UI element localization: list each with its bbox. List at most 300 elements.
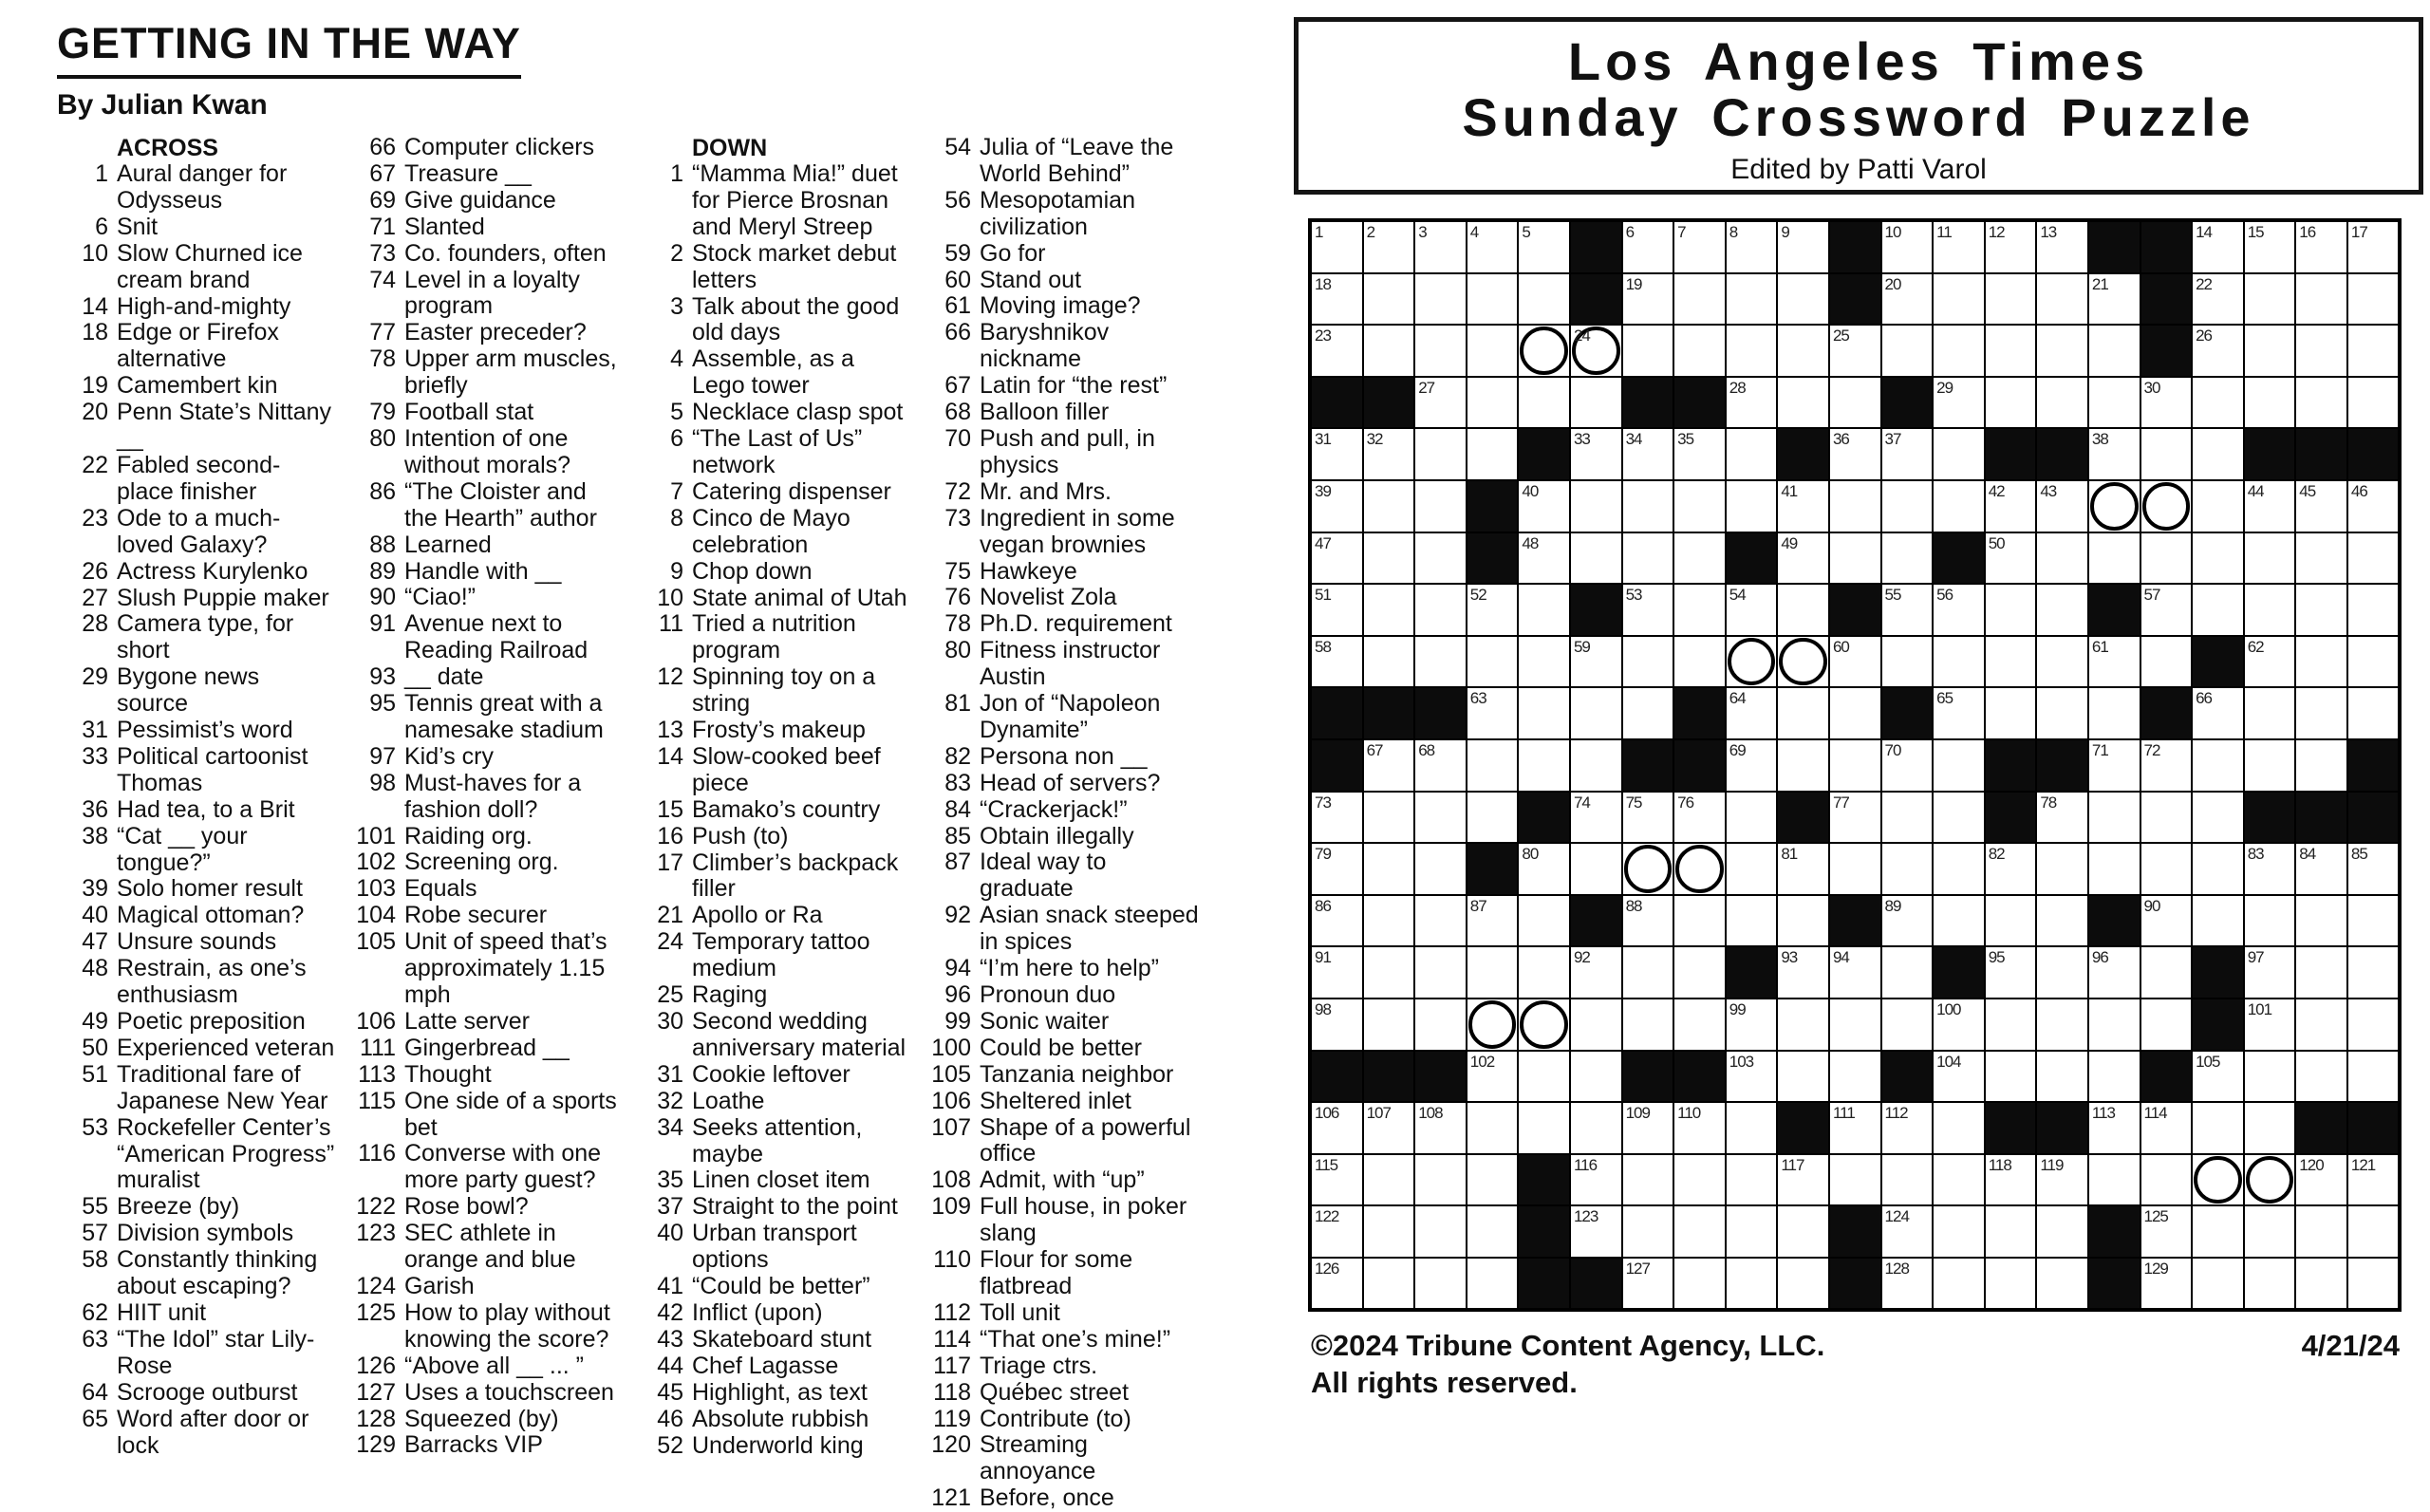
grid-cell[interactable] (1311, 1258, 1363, 1310)
grid-cell[interactable] (2036, 221, 2088, 273)
grid-cell[interactable] (2036, 843, 2088, 895)
grid-cell[interactable] (1363, 895, 1415, 947)
grid-cell[interactable] (1363, 480, 1415, 532)
grid-cell[interactable] (1881, 428, 1934, 480)
grid-cell[interactable] (1622, 687, 1674, 739)
grid-cell[interactable] (1414, 480, 1467, 532)
grid-cell[interactable] (1777, 1258, 1829, 1310)
grid-cell[interactable] (1570, 1102, 1622, 1154)
grid-cell[interactable] (2244, 999, 2296, 1051)
grid-cell[interactable] (1363, 843, 1415, 895)
grid-cell[interactable] (1985, 221, 2037, 273)
grid-cell[interactable] (2295, 1154, 2347, 1206)
grid-cell[interactable] (1829, 687, 1881, 739)
grid-cell[interactable] (2088, 1102, 2140, 1154)
grid-cell[interactable] (1622, 1154, 1674, 1206)
grid-cell[interactable] (2192, 739, 2244, 792)
grid-cell[interactable] (1622, 946, 1674, 999)
grid-cell[interactable] (1985, 1205, 2037, 1258)
grid-cell[interactable] (2295, 532, 2347, 585)
grid-cell[interactable] (1570, 480, 1622, 532)
grid-cell[interactable] (2192, 843, 2244, 895)
grid-cell[interactable] (1518, 895, 1570, 947)
grid-cell[interactable] (1829, 428, 1881, 480)
grid-cell[interactable] (2088, 843, 2140, 895)
grid-cell[interactable] (1933, 687, 1985, 739)
grid-cell[interactable] (2036, 480, 2088, 532)
grid-cell[interactable] (1777, 273, 1829, 326)
grid-cell[interactable] (1467, 687, 1519, 739)
grid-cell[interactable] (2295, 946, 2347, 999)
grid-cell[interactable] (2244, 687, 2296, 739)
grid-cell[interactable] (2036, 1051, 2088, 1103)
grid-cell[interactable] (2036, 687, 2088, 739)
grid-cell[interactable] (1414, 377, 1467, 429)
grid-cell[interactable] (1881, 273, 1934, 326)
grid-cell[interactable] (1570, 1154, 1622, 1206)
grid-cell[interactable] (1311, 999, 1363, 1051)
grid-cell[interactable] (1518, 999, 1570, 1051)
grid-cell[interactable] (2088, 428, 2140, 480)
grid-cell[interactable] (1414, 1102, 1467, 1154)
grid-cell[interactable] (1570, 999, 1622, 1051)
grid-cell[interactable] (1726, 221, 1778, 273)
grid-cell[interactable] (1985, 325, 2037, 377)
grid-cell[interactable] (1881, 1102, 1934, 1154)
grid-cell[interactable] (1881, 895, 1934, 947)
grid-cell[interactable] (1622, 325, 1674, 377)
grid-cell[interactable] (1881, 584, 1934, 636)
grid-cell[interactable] (2295, 480, 2347, 532)
grid-cell[interactable] (2244, 1102, 2296, 1154)
grid-cell[interactable] (1985, 999, 2037, 1051)
grid-cell[interactable] (2036, 946, 2088, 999)
grid-cell[interactable] (1933, 843, 1985, 895)
grid-cell[interactable] (1726, 1102, 1778, 1154)
grid-cell[interactable] (2036, 1205, 2088, 1258)
grid-cell[interactable] (1518, 273, 1570, 326)
grid-cell[interactable] (1933, 377, 1985, 429)
grid-cell[interactable] (1881, 999, 1934, 1051)
grid-cell[interactable] (1622, 1102, 1674, 1154)
grid-cell[interactable] (2140, 377, 2193, 429)
grid-cell[interactable] (2347, 221, 2400, 273)
grid-cell[interactable] (1363, 1258, 1415, 1310)
grid-cell[interactable] (1467, 1205, 1519, 1258)
grid-cell[interactable] (1881, 480, 1934, 532)
grid-cell[interactable] (2347, 636, 2400, 688)
grid-cell[interactable] (2140, 1154, 2193, 1206)
grid-cell[interactable] (1933, 1102, 1985, 1154)
grid-cell[interactable] (1518, 377, 1570, 429)
grid-cell[interactable] (1726, 377, 1778, 429)
grid-cell[interactable] (1311, 1102, 1363, 1154)
grid-cell[interactable] (2244, 377, 2296, 429)
grid-cell[interactable] (1881, 1258, 1934, 1310)
grid-cell[interactable] (1518, 584, 1570, 636)
grid-cell[interactable] (1622, 584, 1674, 636)
grid-cell[interactable] (1985, 946, 2037, 999)
grid-cell[interactable] (1829, 532, 1881, 585)
grid-cell[interactable] (2036, 999, 2088, 1051)
grid-cell[interactable] (1467, 1051, 1519, 1103)
grid-cell[interactable] (2192, 895, 2244, 947)
grid-cell[interactable] (2295, 1205, 2347, 1258)
grid-cell[interactable] (1726, 999, 1778, 1051)
grid-cell[interactable] (1933, 1258, 1985, 1310)
grid-cell[interactable] (1363, 584, 1415, 636)
grid-cell[interactable] (2192, 1154, 2244, 1206)
grid-cell[interactable] (2192, 1102, 2244, 1154)
grid-cell[interactable] (1726, 428, 1778, 480)
grid-cell[interactable] (2192, 532, 2244, 585)
grid-cell[interactable] (1673, 946, 1726, 999)
grid-cell[interactable] (1570, 1051, 1622, 1103)
grid-cell[interactable] (1777, 739, 1829, 792)
grid-cell[interactable] (2347, 480, 2400, 532)
grid-cell[interactable] (2244, 636, 2296, 688)
grid-cell[interactable] (1518, 739, 1570, 792)
grid-cell[interactable] (2192, 1051, 2244, 1103)
grid-cell[interactable] (2295, 687, 2347, 739)
grid-cell[interactable] (1414, 792, 1467, 844)
grid-cell[interactable] (2192, 377, 2244, 429)
grid-cell[interactable] (2295, 843, 2347, 895)
grid-cell[interactable] (1726, 480, 1778, 532)
grid-cell[interactable] (1726, 1154, 1778, 1206)
grid-cell[interactable] (1311, 946, 1363, 999)
grid-cell[interactable] (1622, 532, 1674, 585)
grid-cell[interactable] (1467, 999, 1519, 1051)
grid-cell[interactable] (1829, 843, 1881, 895)
grid-cell[interactable] (1726, 1205, 1778, 1258)
grid-cell[interactable] (2088, 1154, 2140, 1206)
grid-cell[interactable] (1311, 636, 1363, 688)
grid-cell[interactable] (2244, 739, 2296, 792)
grid-cell[interactable] (2244, 843, 2296, 895)
grid-cell[interactable] (2244, 1154, 2296, 1206)
grid-cell[interactable] (1777, 687, 1829, 739)
grid-cell[interactable] (1829, 946, 1881, 999)
grid-cell[interactable] (2140, 1102, 2193, 1154)
grid-cell[interactable] (1726, 792, 1778, 844)
grid-cell[interactable] (1467, 377, 1519, 429)
grid-cell[interactable] (1985, 1051, 2037, 1103)
grid-cell[interactable] (1726, 843, 1778, 895)
grid-cell[interactable] (1622, 792, 1674, 844)
grid-cell[interactable] (1881, 1205, 1934, 1258)
grid-cell[interactable] (1881, 1154, 1934, 1206)
grid-cell[interactable] (1673, 428, 1726, 480)
grid-cell[interactable] (1777, 1205, 1829, 1258)
grid-cell[interactable] (1933, 1051, 1985, 1103)
grid-cell[interactable] (2347, 1205, 2400, 1258)
grid-cell[interactable] (1518, 843, 1570, 895)
grid-cell[interactable] (1363, 946, 1415, 999)
grid-cell[interactable] (1673, 1205, 1726, 1258)
grid-cell[interactable] (1881, 843, 1934, 895)
grid-cell[interactable] (1777, 636, 1829, 688)
grid-cell[interactable] (1622, 843, 1674, 895)
grid-cell[interactable] (1467, 1258, 1519, 1310)
grid-cell[interactable] (1363, 273, 1415, 326)
grid-cell[interactable] (1673, 221, 1726, 273)
grid-cell[interactable] (1985, 1258, 2037, 1310)
grid-cell[interactable] (1673, 636, 1726, 688)
grid-cell[interactable] (1726, 895, 1778, 947)
grid-cell[interactable] (2140, 946, 2193, 999)
grid-cell[interactable] (1570, 946, 1622, 999)
grid-cell[interactable] (1414, 843, 1467, 895)
grid-cell[interactable] (2192, 792, 2244, 844)
grid-cell[interactable] (2140, 532, 2193, 585)
grid-cell[interactable] (1363, 428, 1415, 480)
grid-cell[interactable] (1726, 325, 1778, 377)
grid-cell[interactable] (1881, 636, 1934, 688)
grid-cell[interactable] (2244, 895, 2296, 947)
grid-cell[interactable] (2192, 325, 2244, 377)
grid-cell[interactable] (2295, 1258, 2347, 1310)
grid-cell[interactable] (2347, 532, 2400, 585)
grid-cell[interactable] (2088, 687, 2140, 739)
grid-cell[interactable] (1570, 792, 1622, 844)
grid-cell[interactable] (1933, 480, 1985, 532)
grid-cell[interactable] (2244, 325, 2296, 377)
grid-cell[interactable] (2192, 584, 2244, 636)
grid-cell[interactable] (1881, 946, 1934, 999)
grid-cell[interactable] (1673, 584, 1726, 636)
grid-cell[interactable] (1933, 584, 1985, 636)
grid-cell[interactable] (2347, 843, 2400, 895)
grid-cell[interactable] (1518, 687, 1570, 739)
grid-cell[interactable] (1467, 1102, 1519, 1154)
grid-cell[interactable] (2088, 532, 2140, 585)
grid-cell[interactable] (1985, 273, 2037, 326)
grid-cell[interactable] (1881, 325, 1934, 377)
grid-cell[interactable] (1829, 999, 1881, 1051)
grid-cell[interactable] (1622, 1205, 1674, 1258)
grid-cell[interactable] (2295, 273, 2347, 326)
grid-cell[interactable] (1414, 1205, 1467, 1258)
grid-cell[interactable] (2244, 946, 2296, 999)
grid-cell[interactable] (2244, 221, 2296, 273)
grid-cell[interactable] (2140, 636, 2193, 688)
grid-cell[interactable] (1881, 792, 1934, 844)
grid-cell[interactable] (1467, 273, 1519, 326)
grid-cell[interactable] (1622, 221, 1674, 273)
grid-cell[interactable] (2036, 1258, 2088, 1310)
grid-cell[interactable] (1881, 739, 1934, 792)
grid-cell[interactable] (1933, 221, 1985, 273)
grid-cell[interactable] (2088, 273, 2140, 326)
grid-cell[interactable] (2088, 325, 2140, 377)
grid-cell[interactable] (1622, 636, 1674, 688)
grid-cell[interactable] (2036, 1154, 2088, 1206)
grid-cell[interactable] (1673, 273, 1726, 326)
grid-cell[interactable] (1829, 1102, 1881, 1154)
grid-cell[interactable] (2140, 480, 2193, 532)
grid-cell[interactable] (2192, 480, 2244, 532)
grid-cell[interactable] (1985, 687, 2037, 739)
grid-cell[interactable] (1311, 843, 1363, 895)
grid-cell[interactable] (1518, 636, 1570, 688)
grid-cell[interactable] (1881, 532, 1934, 585)
grid-cell[interactable] (1414, 999, 1467, 1051)
grid-cell[interactable] (1467, 584, 1519, 636)
grid-cell[interactable] (1673, 999, 1726, 1051)
grid-cell[interactable] (2140, 584, 2193, 636)
grid-cell[interactable] (1829, 792, 1881, 844)
grid-cell[interactable] (2347, 946, 2400, 999)
grid-cell[interactable] (1881, 221, 1934, 273)
grid-cell[interactable] (1570, 532, 1622, 585)
grid-cell[interactable] (1933, 636, 1985, 688)
grid-cell[interactable] (1311, 532, 1363, 585)
grid-cell[interactable] (1518, 1102, 1570, 1154)
grid-cell[interactable] (1467, 221, 1519, 273)
grid-cell[interactable] (1985, 1154, 2037, 1206)
grid-cell[interactable] (2295, 999, 2347, 1051)
grid-cell[interactable] (1311, 584, 1363, 636)
grid-cell[interactable] (2140, 428, 2193, 480)
grid-cell[interactable] (2347, 273, 2400, 326)
grid-cell[interactable] (2295, 739, 2347, 792)
grid-cell[interactable] (1518, 480, 1570, 532)
grid-cell[interactable] (1622, 273, 1674, 326)
grid-cell[interactable] (1311, 895, 1363, 947)
grid-cell[interactable] (1673, 1154, 1726, 1206)
grid-cell[interactable] (2192, 221, 2244, 273)
grid-cell[interactable] (1570, 1205, 1622, 1258)
grid-cell[interactable] (2347, 1154, 2400, 1206)
grid-cell[interactable] (2088, 1051, 2140, 1103)
grid-cell[interactable] (1673, 325, 1726, 377)
grid-cell[interactable] (1467, 1154, 1519, 1206)
grid-cell[interactable] (1311, 428, 1363, 480)
grid-cell[interactable] (1933, 999, 1985, 1051)
grid-cell[interactable] (1726, 687, 1778, 739)
grid-cell[interactable] (1933, 1154, 1985, 1206)
grid-cell[interactable] (2347, 1258, 2400, 1310)
grid-cell[interactable] (1363, 792, 1415, 844)
grid-cell[interactable] (2140, 1205, 2193, 1258)
grid-cell[interactable] (2140, 999, 2193, 1051)
grid-cell[interactable] (1570, 843, 1622, 895)
grid-cell[interactable] (2036, 792, 2088, 844)
grid-cell[interactable] (1933, 273, 1985, 326)
grid-cell[interactable] (1467, 325, 1519, 377)
grid-cell[interactable] (2244, 584, 2296, 636)
grid-cell[interactable] (1726, 1258, 1778, 1310)
grid-cell[interactable] (1518, 946, 1570, 999)
grid-cell[interactable] (1467, 739, 1519, 792)
grid-cell[interactable] (1622, 428, 1674, 480)
grid-cell[interactable] (1933, 792, 1985, 844)
grid-cell[interactable] (1467, 636, 1519, 688)
grid-cell[interactable] (1622, 480, 1674, 532)
grid-cell[interactable] (1777, 532, 1829, 585)
grid-cell[interactable] (1985, 532, 2037, 585)
grid-cell[interactable] (1414, 273, 1467, 326)
grid-cell[interactable] (2140, 739, 2193, 792)
grid-cell[interactable] (1777, 221, 1829, 273)
grid-cell[interactable] (1726, 584, 1778, 636)
grid-cell[interactable] (1673, 843, 1726, 895)
grid-cell[interactable] (1414, 221, 1467, 273)
grid-cell[interactable] (2140, 895, 2193, 947)
grid-cell[interactable] (1829, 1154, 1881, 1206)
grid-cell[interactable] (1570, 636, 1622, 688)
grid-cell[interactable] (1570, 377, 1622, 429)
grid-cell[interactable] (1829, 377, 1881, 429)
grid-cell[interactable] (2244, 532, 2296, 585)
grid-cell[interactable] (2347, 687, 2400, 739)
grid-cell[interactable] (2088, 636, 2140, 688)
grid-cell[interactable] (1933, 895, 1985, 947)
grid-cell[interactable] (2036, 325, 2088, 377)
grid-cell[interactable] (2347, 1051, 2400, 1103)
grid-cell[interactable] (1777, 377, 1829, 429)
grid-cell[interactable] (1311, 1154, 1363, 1206)
grid-cell[interactable] (1777, 999, 1829, 1051)
grid-cell[interactable] (2036, 377, 2088, 429)
grid-cell[interactable] (1311, 221, 1363, 273)
grid-cell[interactable] (1933, 739, 1985, 792)
grid-cell[interactable] (1363, 1102, 1415, 1154)
grid-cell[interactable] (1777, 895, 1829, 947)
grid-cell[interactable] (2140, 792, 2193, 844)
grid-cell[interactable] (2036, 895, 2088, 947)
grid-cell[interactable] (1777, 1154, 1829, 1206)
grid-cell[interactable] (1363, 636, 1415, 688)
grid-cell[interactable] (2192, 273, 2244, 326)
grid-cell[interactable] (1363, 1154, 1415, 1206)
grid-cell[interactable] (1673, 532, 1726, 585)
grid-cell[interactable] (1777, 1051, 1829, 1103)
grid-cell[interactable] (1363, 739, 1415, 792)
grid-cell[interactable] (1985, 480, 2037, 532)
grid-cell[interactable] (2347, 584, 2400, 636)
grid-cell[interactable] (2088, 480, 2140, 532)
grid-cell[interactable] (1363, 221, 1415, 273)
grid-cell[interactable] (2036, 636, 2088, 688)
grid-cell[interactable] (1518, 532, 1570, 585)
grid-cell[interactable] (1570, 687, 1622, 739)
grid-cell[interactable] (1933, 325, 1985, 377)
grid-cell[interactable] (1985, 377, 2037, 429)
grid-cell[interactable] (1311, 792, 1363, 844)
grid-cell[interactable] (2192, 1205, 2244, 1258)
grid-cell[interactable] (1414, 946, 1467, 999)
grid-cell[interactable] (1777, 480, 1829, 532)
grid-cell[interactable] (1518, 325, 1570, 377)
grid-cell[interactable] (2347, 895, 2400, 947)
grid-cell[interactable] (1777, 584, 1829, 636)
grid-cell[interactable] (2295, 325, 2347, 377)
grid-cell[interactable] (1673, 1102, 1726, 1154)
grid-cell[interactable] (1311, 480, 1363, 532)
grid-cell[interactable] (1829, 636, 1881, 688)
grid-cell[interactable] (1829, 480, 1881, 532)
grid-cell[interactable] (2140, 843, 2193, 895)
grid-cell[interactable] (2347, 999, 2400, 1051)
grid-cell[interactable] (1570, 739, 1622, 792)
grid-cell[interactable] (2295, 221, 2347, 273)
grid-cell[interactable] (1726, 273, 1778, 326)
grid-cell[interactable] (1829, 325, 1881, 377)
grid-cell[interactable] (1414, 428, 1467, 480)
grid-cell[interactable] (1726, 636, 1778, 688)
